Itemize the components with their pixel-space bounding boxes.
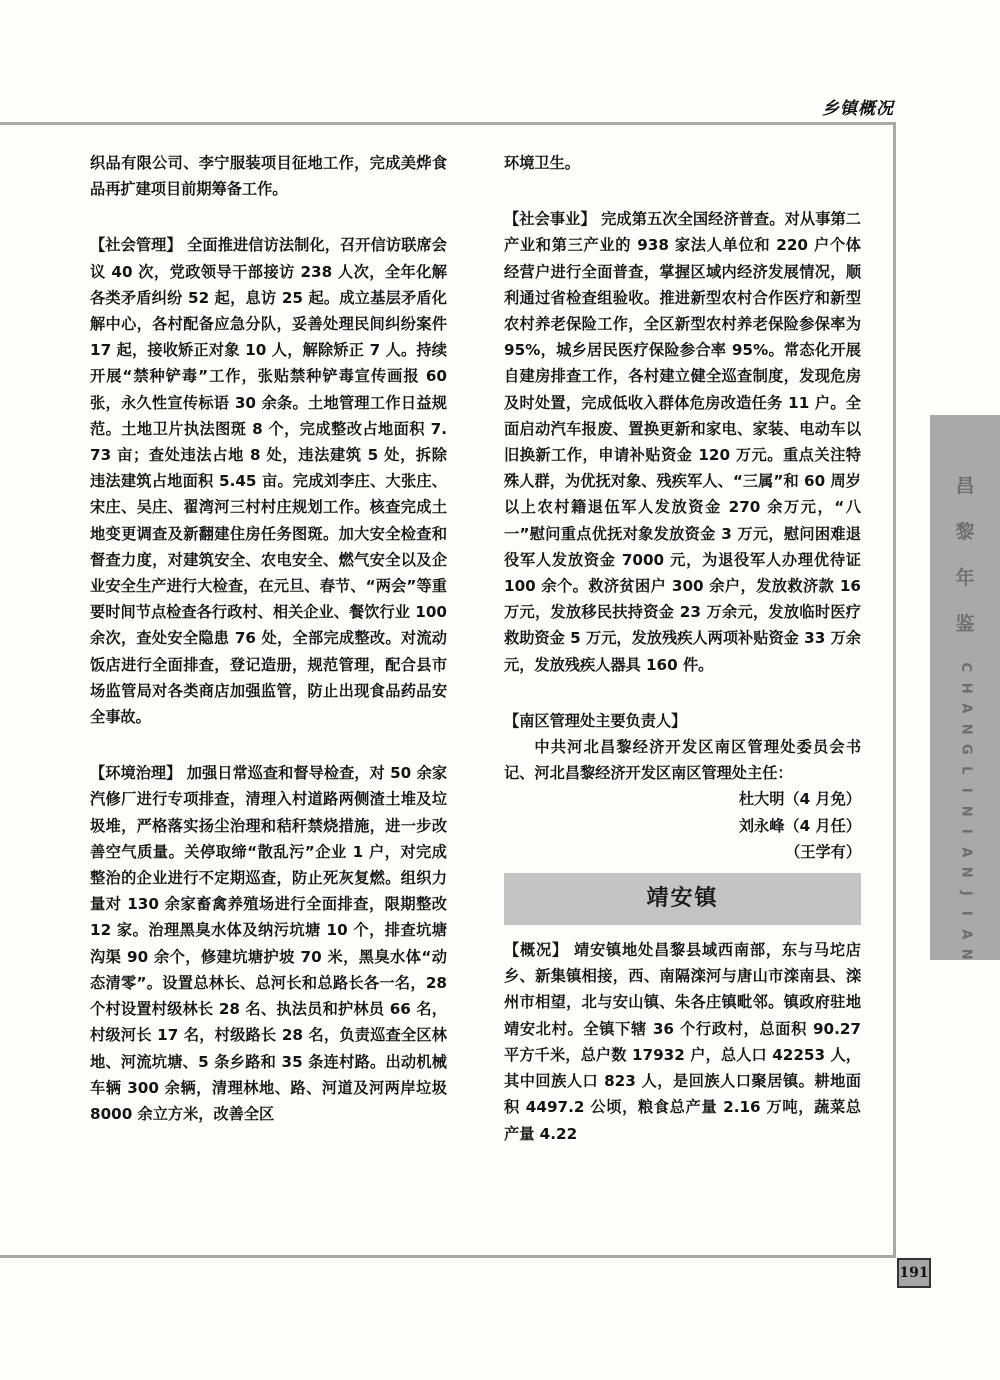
side-tab-letter: N [958, 805, 974, 817]
paragraph-text: 加强日常巡查和督导检查，对 50 余家汽修厂进行专项排查，清理入村道路两侧渣土堆及垃圾堆，严格落实扬尘治理和秸秆禁烧措施，进一步改善空气质量。关停取缔“散乱污”企业 1 户，对完成整治的企业进行不定期巡查，防止死灰复燃。组织力量对 130 余家畜禽养殖场进行全面排查，限期整改 12 家。治理黑臭水体及纳污坑塘 10 个，排查坑塘沟渠 90 余个，修建坑塘护坡 70 米，黑臭水体“动态清零”。设置总林长、总河长和总路长各一名，28 个村设置村级林长 28 名、执法员和护林员 66 名，村级河长 17 名，村级路长 28 名，负责巡查全区林地、河流坑塘、5 条乡路和 35 条连村路。出动机械车辆 300 余辆，清理林地、路、河道及河两岸垃圾 8000 余立方米，改善全区 [90, 764, 448, 1123]
paragraph-continuation [504, 150, 861, 176]
leaders-block [504, 708, 861, 865]
side-tab-char: 鉴 [955, 613, 975, 635]
page-number: 191 [897, 1258, 931, 1288]
side-tab-letter: C [958, 662, 974, 673]
paragraph-social-affairs [504, 206, 861, 678]
paragraph-continuation [90, 150, 447, 202]
paragraph-heading: 【环境治理】 [90, 764, 182, 783]
side-tab-letter: N [958, 948, 974, 960]
town-section-banner: 靖安镇 [504, 873, 861, 925]
author-credit: （王学有） [785, 842, 861, 861]
paragraph-heading: 【社会事业】 [504, 210, 596, 229]
paragraph-heading: 【概况】 [504, 941, 568, 960]
paragraph-environment [90, 760, 447, 1127]
side-tab-letter: I [958, 910, 974, 916]
paragraph-heading: 【社会管理】 [90, 236, 182, 255]
side-tab-letter: N [958, 866, 974, 878]
yearbook-side-tab [930, 415, 1000, 960]
leader-name: 杜大明（4 月免） [738, 790, 861, 809]
side-tab-letter: A [958, 846, 974, 857]
side-tab-char: 黎 [955, 521, 975, 543]
leaders-heading: 【南区管理处主要负责人】 [504, 711, 687, 730]
side-tab-char: 昌 [955, 475, 975, 497]
side-tab-pinyin [958, 657, 974, 965]
side-tab-letter: A [958, 928, 974, 939]
side-tab-letter: A [958, 703, 974, 714]
side-tab-char: 年 [955, 567, 975, 589]
leader-name: 刘永峰（4 月任） [738, 816, 861, 835]
paragraph-town-overview [504, 937, 861, 1147]
paragraph-text: 靖安镇地处昌黎县域西南部，东与马坨店乡、新集镇相接，西、南隔滦河与唐山市滦南县、滦州市相望，北与安山镇、朱各庄镇毗邻。镇政府驻地靖安北村。全镇下辖 36 个行政村，总面积 90.27 平方千米，总户数 17932 户，总人口 42253 人，其中回族人口 823 人，是回族人口聚居镇。耕地面积 4497.2 公顷，粮食总产量 2.16 万吨，蔬菜总产量 4.22 [504, 941, 861, 1143]
side-tab-letter: J [958, 890, 974, 896]
paragraph-text: 全面推进信访法制化，召开信访联席会议 40 次，党政领导干部接访 238 人次，全年化解各类矛盾纠纷 52 起，息访 25 起。成立基层矛盾化解中心，各村配备应急分队，妥善处理民间纠纷案件 17 起，接收矫正对象 10 人，解除矫正 7 人。持续开展“禁种铲毒”工作，张贴禁种铲毒宣传画报 60 张，永久性宣传标语 30 余条。土地管理工作日益规范。土地卫片执法图斑 8 个，完成整改占地面积 7.73 亩；查处违法占地 8 处，违法建筑 5 处，拆除违法建筑占地面积 5.45 亩。完成刘李庄、大张庄、宋庄、吴庄、翟湾河三村村庄规划工作。核查完成土地变更调查及新翻建住房任务图斑。加大安全检查和督查力度，对建筑安全、农电安全、燃气安全以及企业安全生产进行大检查，在元旦、春节、“两会”等重要时间节点检查各行政村、相关企业、餐饮行业 100 余次，查处安全隐患 76 处，全部完成整改。对流动饭店进行全面排查，登记造册，规范管理，配合县市场监管局对各类商店加强监管，防止出现食品药品安全事故。 [90, 236, 447, 727]
side-tab-letter: N [958, 723, 974, 735]
side-tab-letter: G [958, 743, 974, 755]
side-tab-letter: I [958, 828, 974, 834]
right-column [504, 150, 861, 1177]
section-title: 乡镇概况 [822, 99, 894, 119]
left-column [90, 150, 447, 1157]
side-tab-letter: L [958, 765, 974, 774]
paragraph-text: 完成第五次全国经济普查。对从事第二产业和第三产业的 938 家法人单位和 220 户个体经营户进行全面普查，掌握区域内经济发展情况，顺利通过省检查组验收。推进新型农村合作医疗和新型农村养老保险工作，全区新型农村养老保险参保率为 95%，城乡居民医疗保险参合率 95%。常态化开展自建房排查工作，各村建立健全巡查制度，发现危房及时处置，完成低收入群体危房改造任务 11 户。全面启动汽车报废、置换更新和家电、家装、电动车以旧换新工作，申请补贴资金 120 万元。重点关注特殊人群，为优抚对象、残疾军人、“三属”和 60 周岁以上农村籍退伍军人发放资金 270 余万元，“八一”慰问重点优抚对象发放资金 3 万元，慰问困难退役军人发放资金 7000 元，为退役军人办理优待证 100 余个。救济贫困户 300 余户，发放救济款 16 万元，发放移民扶持资金 23 万余元，发放临时医疗救助资金 5 万元，发放残疾人两项补贴资金 33 万余元，发放残疾人器具 160 件。 [504, 210, 861, 674]
paragraph-text: 织品有限公司、李宁服装项目征地工作，完成美烨食品再扩建项目前期筹备工作。 [90, 154, 447, 199]
side-tab-letter: I [958, 787, 974, 793]
side-tab-letter: H [958, 682, 974, 694]
paragraph-text: 环境卫生。 [504, 154, 580, 172]
paragraph-social-management [90, 232, 447, 730]
leaders-position: 中共河北昌黎经济开发区南区管理处委员会书记、河北昌黎经济开发区南区管理处主任： [504, 738, 861, 783]
